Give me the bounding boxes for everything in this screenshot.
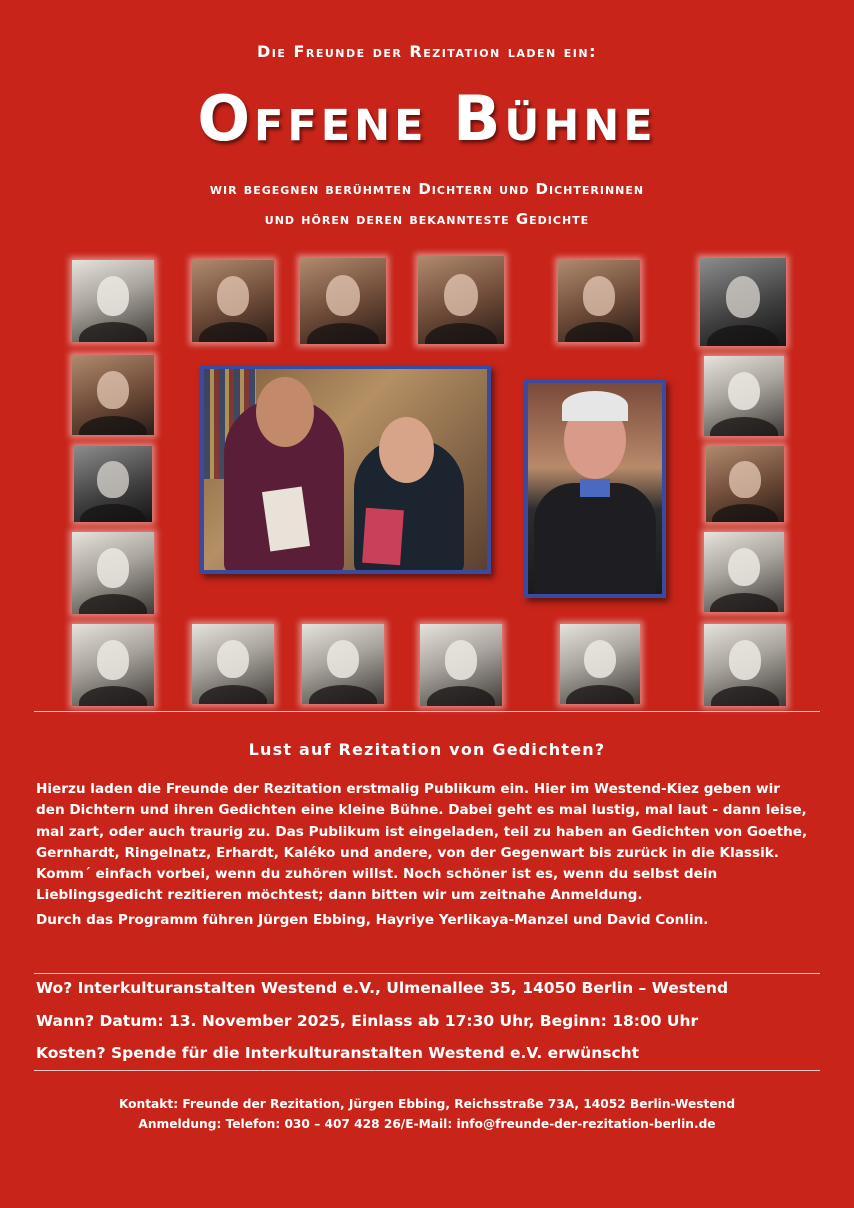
poet-portrait (300, 258, 386, 344)
poet-portrait (704, 356, 784, 436)
event-date: Wann? Datum: 13. November 2025, Einlass ab 17:30 Uhr, Beginn: 18:00 Uhr (36, 1012, 699, 1030)
poet-portrait (704, 532, 784, 612)
description-line: Lieblingsgedicht rezitieren möchtest; dann bitten wir um zeitnahe Anmeldung. (36, 887, 643, 904)
description-line: mal zart, oder auch traurig zu. Das Publikum ist eingeladen, teil zu haben an Gedichten von Goethe, (36, 823, 808, 840)
description-text (36, 779, 826, 931)
poet-portrait (72, 532, 154, 614)
registration-line: Anmeldung: Telefon: 030 – 407 428 26/E-Mail: info@freunde-der-rezitation-berlin.de (138, 1117, 716, 1131)
description-line: Komm´ einfach vorbei, wenn du zuhören willst. Noch schöner ist es, wenn du selbst dein (36, 866, 718, 883)
poet-portrait (192, 624, 274, 704)
description-line: Hierzu laden die Freunde der Rezitation erstmalig Publikum ein. Hier im Westend-Kiez geben wir (36, 781, 780, 797)
description-line: Gernhardt, Ringelnatz, Erhardt, Kaléko und andere, von der Gegenwart bis zurück in die Klassik. (36, 844, 779, 861)
poet-portrait (560, 624, 640, 704)
poet-portrait (74, 446, 152, 522)
poet-portrait (72, 624, 154, 706)
contact-line: Kontakt: Freunde der Rezitation, Jürgen Ebbing, Reichsstraße 73A, 14052 Berlin-Westend (118, 1097, 736, 1111)
poet-portrait (72, 355, 154, 435)
hosts-photo (200, 365, 491, 574)
page-title: Offene Bühne (197, 82, 657, 155)
poet-portrait (192, 260, 274, 342)
event-cost: Kosten? Spende für die Interkulturanstalten Westend e.V. erwünscht (36, 1044, 640, 1062)
subtitle-line-2: und hören deren bekannteste Gedichte (264, 210, 590, 228)
poet-portrait (302, 624, 384, 704)
poet-portrait (558, 260, 640, 342)
divider (34, 973, 820, 974)
poet-portrait (418, 256, 504, 344)
invite-line: Die Freunde der Rezitation laden ein: (256, 42, 597, 61)
moderator-photo (524, 379, 666, 598)
poet-portrait (72, 260, 154, 342)
subtitle-line-1: wir begegnen berühmten Dichtern und Dichterinnen (209, 180, 645, 198)
poet-portrait (704, 624, 786, 706)
divider (34, 1070, 820, 1071)
event-location: Wo? Interkulturanstalten Westend e.V., Ulmenallee 35, 14050 Berlin – Westend (36, 979, 729, 997)
divider (34, 711, 820, 712)
description-line: den Dichtern und ihren Gedichten eine kleine Bühne. Dabei geht es mal lustig, mal laut - dann leise, (36, 802, 807, 819)
section-heading: Lust auf Rezitation von Gedichten? (248, 740, 606, 759)
moderators-line: Durch das Programm führen Jürgen Ebbing, Hayriye Yerlikaya-Manzel und David Conlin. (36, 911, 709, 928)
poet-portrait (700, 258, 786, 346)
poet-portrait (420, 624, 502, 706)
poet-portrait (706, 446, 784, 522)
